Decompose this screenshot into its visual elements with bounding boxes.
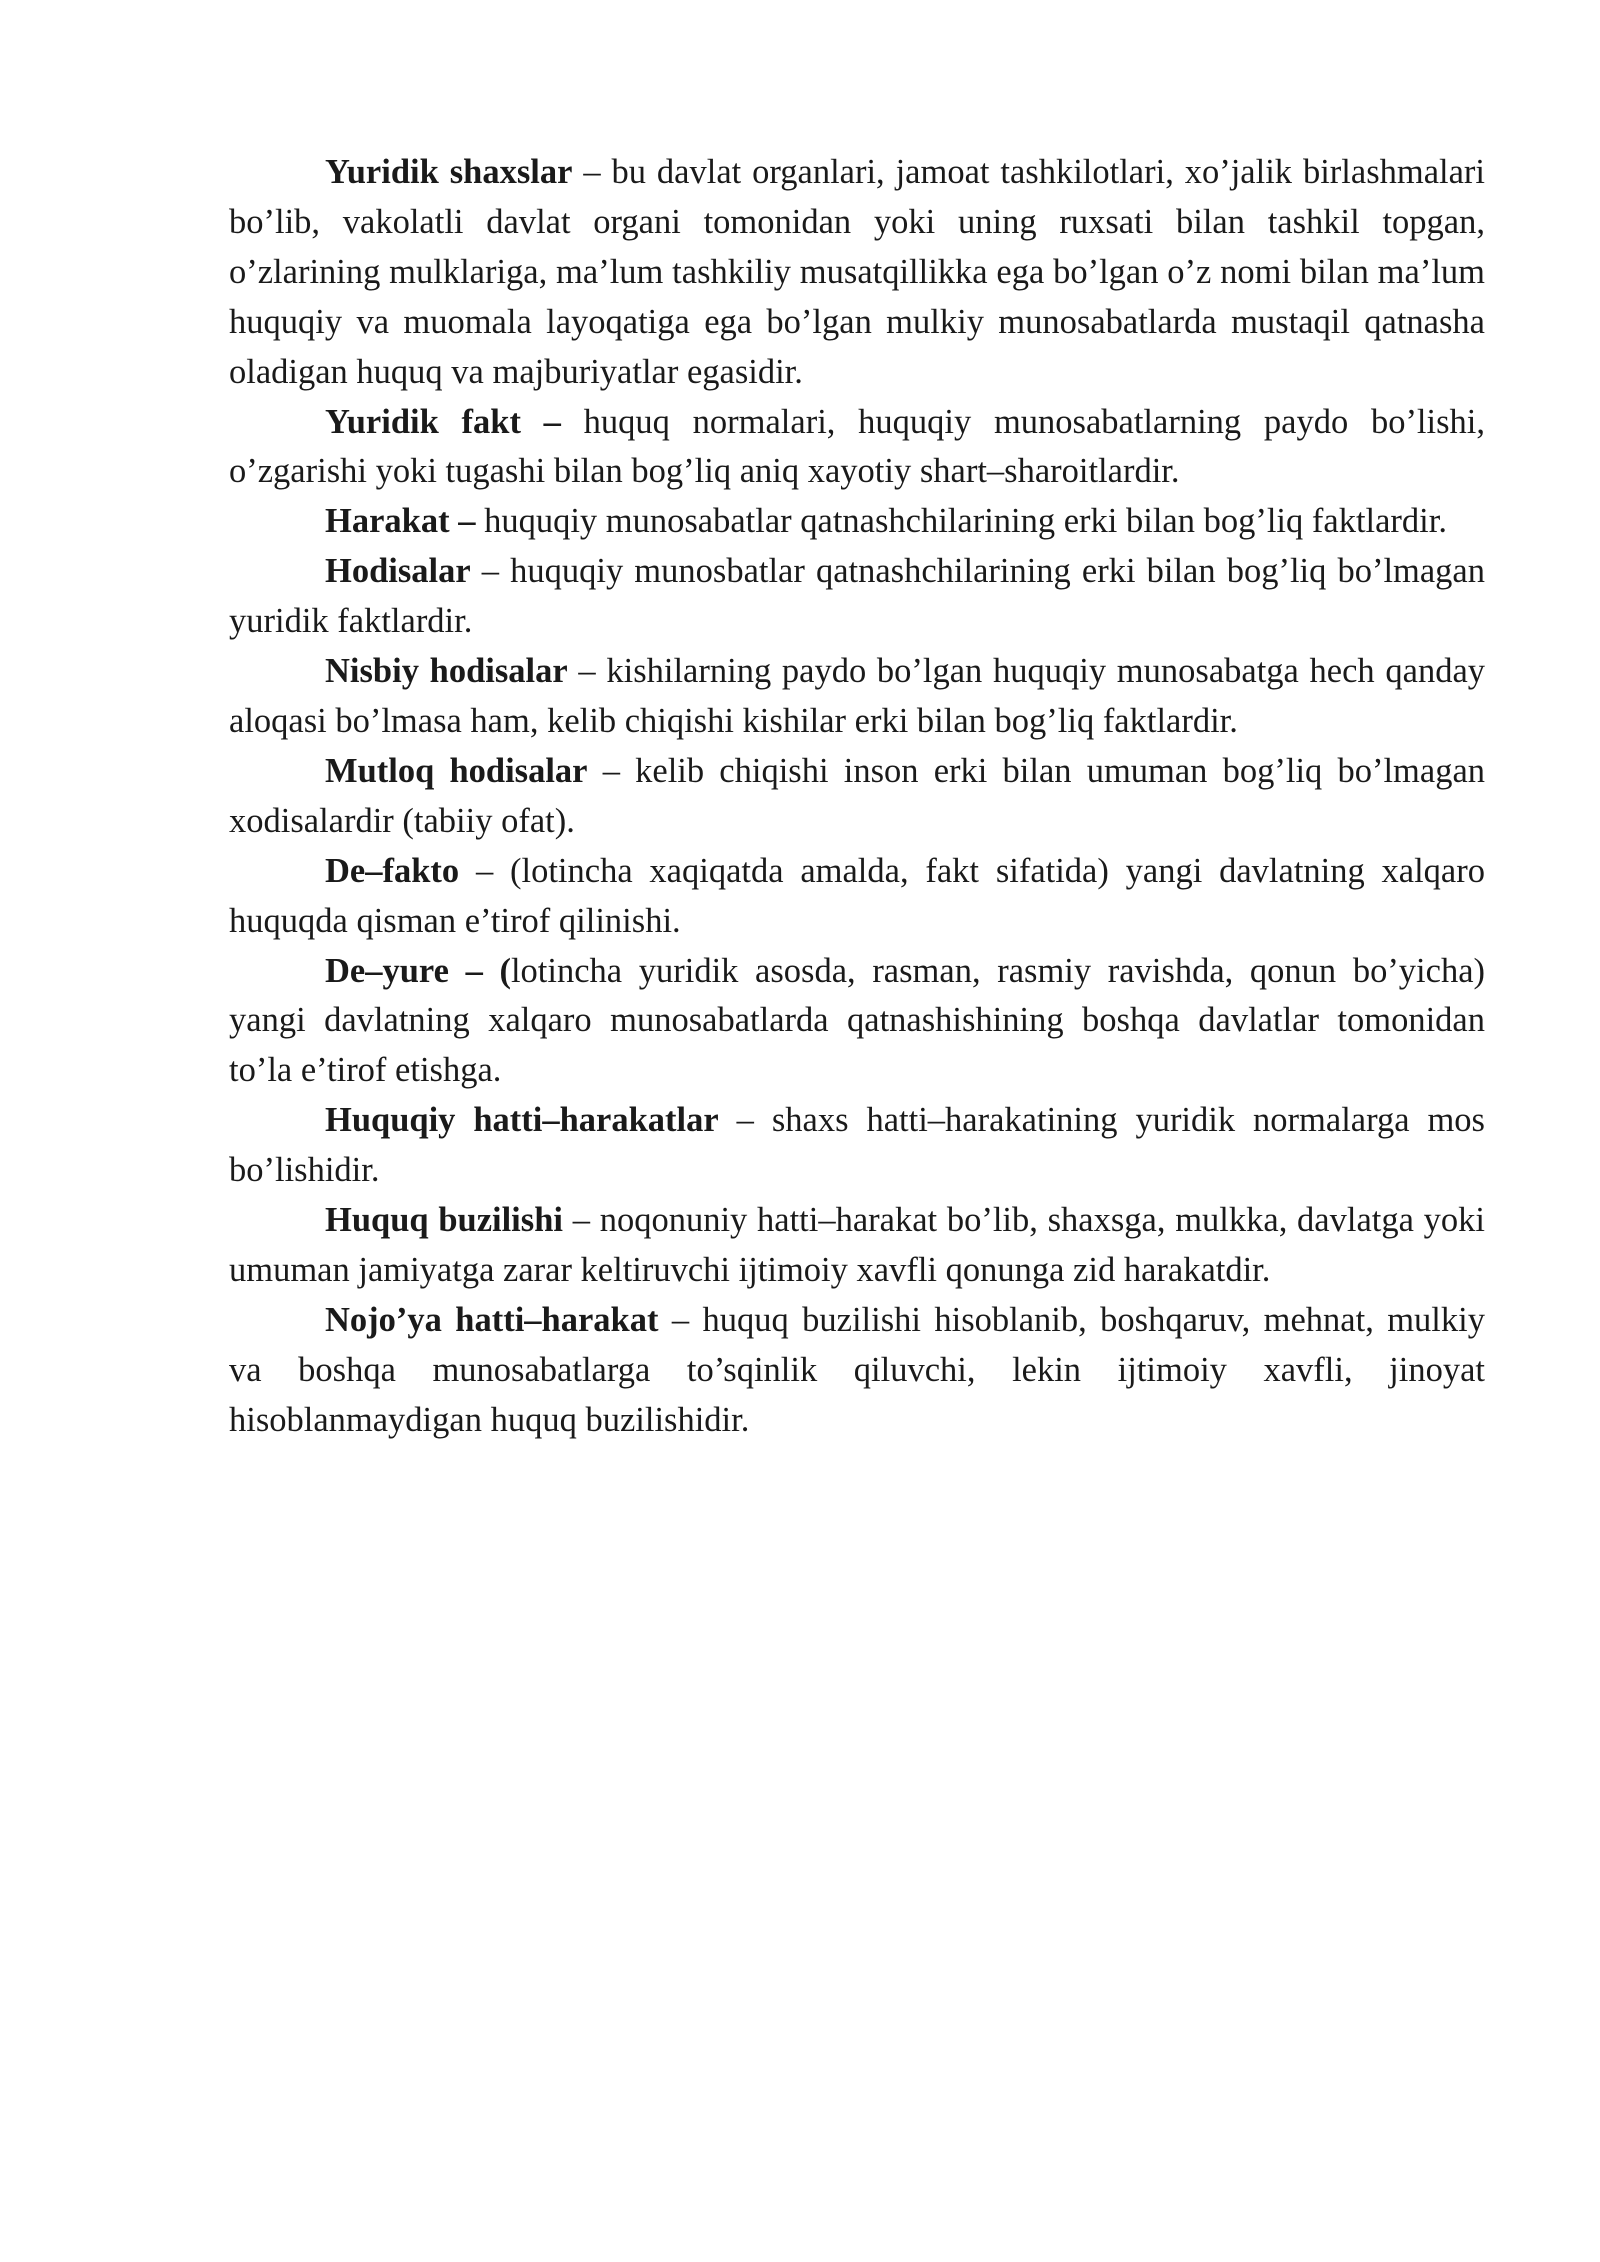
definition-paragraph <box>229 148 1485 398</box>
definition-text: – kelib chiqishi inson erki bilan umuman bog’liq bo’lmagan xodisalardir (tabiiy ofat). <box>229 751 1486 840</box>
definition-text: – shaxs hatti–harakatining yuridik normalarga mos bo’lishidir. <box>229 1101 1485 1190</box>
definition-text: lotincha yuridik asosda, rasman, rasmiy ravishda, qonun bo’yicha) yangi davlatning xalqaro munosabatlarda qatnashishining boshqa davlatlar tomonidan to’la e’tirof etishga. <box>229 951 1486 1090</box>
definition-text: huquqiy munosabatlar qatnashchilarining erki bilan bog’liq faktlardir. <box>475 502 1447 541</box>
definition-text: – kishilarning paydo bo’lgan huquqiy munosabatga hech qanday aloqasi bo’lmasa ham, kelib chiqishi kishilar erki bilan bog’liq faktlardir. <box>229 652 1486 740</box>
definition-term: Huquq buzilishi <box>325 1201 563 1240</box>
definition-paragraph <box>229 547 1485 647</box>
definition-term: Yuridik fakt – <box>325 402 561 441</box>
definition-paragraph <box>229 847 1485 947</box>
definition-term: Yuridik shaxslar <box>325 153 573 191</box>
definition-paragraph <box>229 1196 1485 1296</box>
definition-term: Huquqiy hatti–harakatlar <box>325 1101 719 1140</box>
definition-paragraph <box>229 1296 1485 1446</box>
definition-text: – huquqiy munosbatlar qatnashchilarining erki bilan bog’liq bo’lmagan yuridik faktlardir. <box>229 552 1485 641</box>
definition-paragraph <box>229 398 1485 498</box>
definition-paragraph <box>229 947 1485 1097</box>
definition-text: huquq normalari, huquqiy munosabatlarning paydo bo’lishi, o’zgarishi yoki tugashi bilan bog’liq aniq xayotiy shart–sharoitlardir. <box>229 402 1485 491</box>
definition-term: Mutloq hodisalar <box>325 751 588 790</box>
definition-term: Hodisalar <box>325 552 471 591</box>
definition-paragraph <box>229 747 1485 847</box>
definition-paragraph <box>229 647 1485 747</box>
definition-term: Harakat – <box>325 502 476 541</box>
definition-term: Nojo’ya hatti–harakat <box>325 1300 659 1339</box>
definition-text: – (lotincha xaqiqatda amalda, fakt sifatida) yangi davlatning xalqaro huquqda qisman e’tirof qilinishi. <box>229 851 1485 940</box>
definition-text: – noqonuniy hatti–harakat bo’lib, shaxsga, mulkka, davlatga yoki umuman jamiyatga zarar keltiruvchi ijtimoiy xavfli qonunga zid harakatdir. <box>229 1201 1485 1289</box>
definition-paragraph <box>229 497 1485 547</box>
definition-term: De–fakto <box>325 851 460 890</box>
definition-term: De–yure – ( <box>325 951 511 990</box>
definition-text: – huquq buzilishi hisoblanib, boshqaruv, mehnat, mulkiy va boshqa munosabatlarga to’sqinlik qiluvchi, lekin ijtimoiy xavfli, jinoyat hisoblanmaydigan huquq buzilishidir. <box>229 1300 1485 1439</box>
definition-term: Nisbiy hodisalar <box>325 652 568 691</box>
definition-text: – bu davlat organlari, jamoat tashkilotlari, xo’jalik birlashmalari bo’lib, vakolatli davlat organi tomonidan yoki uning ruxsati bilan tashkil topgan, o’zlarining mulklariga, ma’lum tashkiliy musatqillikka ega bo’lgan o’z nomi bilan ma’lum huquqiy va muomala layoqatiga ega bo’lgan mulkiy munosabatlarda mustaqil qatnasha oladigan huquq va majburiyatlar egasidir. <box>229 153 1485 391</box>
definition-paragraph <box>229 1096 1485 1196</box>
document-body <box>229 148 1485 1446</box>
